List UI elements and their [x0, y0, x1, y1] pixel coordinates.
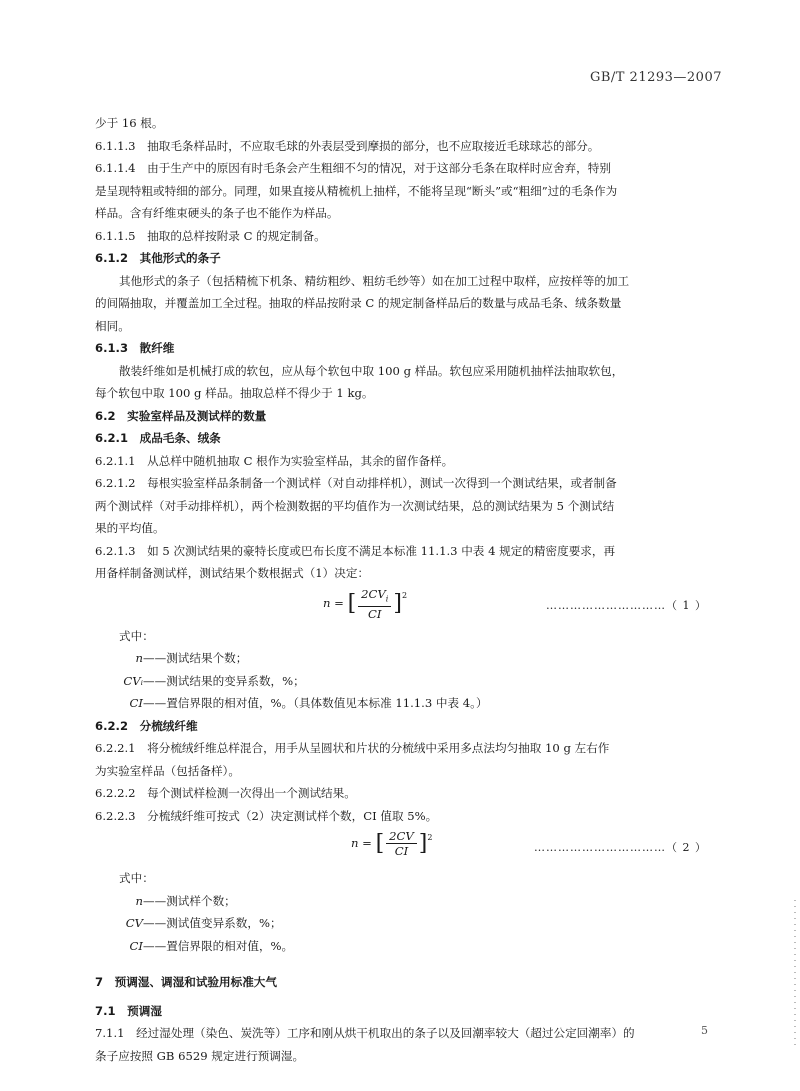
formula-1-exponent: 2 [401, 590, 408, 600]
formula-1-numerator: $2CV_i$ [358, 587, 391, 607]
formula-1-subscript: i [385, 593, 389, 603]
section-7-title: 7 预调湿、调湿和试验用标准大气 [95, 975, 277, 989]
text-line: 6.1.1.4 由于生产中的原因有时毛条会产生粗细不匀的情况，对于这部分毛条在取样时应舍弃，特别 [95, 161, 611, 175]
formula-1-open-bracket: [ [347, 590, 357, 616]
section-7-1-1-line-2: 条子应按照 GB 6529 规定进行预调湿。 [95, 1048, 305, 1063]
text-line: 6.2 实验室样品及测试样的数量 [95, 408, 267, 423]
standard-number: GB/T 21293—2007 [589, 70, 722, 85]
formula-1-close-bracket: ] [393, 590, 402, 616]
defs-2-list [95, 890, 717, 958]
definition-symbol: CV [125, 916, 143, 930]
text-line: 散装纤维如是机械打成的软包，应从每个软包中取 100 g 样品。软包应采用随机抽样法抽取软包， [119, 363, 624, 378]
text-line: 6.1.2 其他形式的条子 [95, 251, 221, 265]
text-line: 的间隔抽取，并覆盖加工全过程。抽取的样品按附录 C 的规定制备样品后的数量与成品毛条、绒条数量 [95, 296, 622, 310]
document-body [95, 112, 717, 1067]
definition-symbol: CVᵢ [123, 673, 143, 688]
text-line: 其他形式的条子（包括精梳下机条、精纺粗纱、粗纺毛纱等）如在加工过程中取样，应按样等的加工 [119, 273, 630, 288]
text-line: 6.1.1.5 抽取的总样按附录 C 的规定制备。 [95, 228, 326, 243]
formula-1-fraction [358, 587, 391, 621]
formula-1-lhs: n = [323, 596, 344, 611]
text-line: 少于 16 根。 [95, 116, 164, 130]
definition-row [95, 935, 717, 958]
scan-edge-dots [794, 900, 796, 1050]
text-line: 6.2.1.3 如 5 次测试结果的豪特长度或巴布长度不满足本标准 11.1.3 中表 4 规定的精密度要求，再 [95, 543, 616, 558]
formula-2-denominator: CI [394, 844, 409, 858]
formula-2-expression [351, 829, 432, 858]
section-7-1-title: 7.1 预调湿 [95, 1003, 162, 1018]
formula-1 [95, 585, 717, 625]
text-line: 每个软包中取 100 g 样品。抽取总样不得少于 1 kg。 [95, 386, 374, 400]
formula-2-fraction [386, 829, 417, 858]
formula-2-lhs: n = [351, 836, 372, 851]
definition-text: ——测试结果个数； [143, 651, 248, 665]
text-line: 6.1.3 散纤维 [95, 341, 175, 355]
text-line: 6.2.1 成品毛条、绒条 [95, 431, 221, 445]
definition-row [95, 890, 717, 913]
text-line: 6.2.2 分梳绒纤维 [95, 718, 198, 733]
formula-1-number: …………………………（ 1 ） [546, 598, 707, 612]
text-line: 两个测试样（对手动排样机），两个检测数据的平均值作为一次测试结果，总的测试结果为 5 个测试结 [95, 498, 615, 513]
formula-2-open-bracket: [ [375, 830, 385, 856]
definition-text: ——测试结果的变异系数，%； [143, 673, 305, 688]
definition-row [95, 647, 717, 670]
paragraph-block-2 [95, 715, 717, 828]
text-line: 是呈现特粗或特细的部分。同理，如果直接从精梳机上抽样，不能将呈现“断头”或“粗细”过的毛条作为 [95, 183, 618, 198]
text-line: 样品。含有纤维束硬头的条子也不能作为样品。 [95, 206, 339, 220]
definition-text: ——测试值变异系数，%； [143, 916, 282, 930]
text-line: 6.2.1.1 从总样中随机抽取 C 根作为实验室样品，其余的留作备样。 [95, 453, 454, 468]
formula-2-exponent: 2 [427, 833, 433, 842]
definition-symbol: n [135, 651, 143, 665]
formula-2-close-bracket: ] [418, 830, 428, 856]
definition-symbol: CI [129, 938, 143, 953]
text-line: 6.2.2.2 每个测试样检测一次得出一个测试结果。 [95, 786, 356, 800]
text-line: 果的平均值。 [95, 521, 165, 535]
text-line: 6.2.2.1 将分梳绒纤维总样混合，用手从呈圆状和片状的分梳绒中采用多点法均匀抽取 10 g 左右作 [95, 741, 610, 755]
definition-text: ——置信界限的相对值，%。 [143, 938, 294, 953]
formula-2-numerator: 2CV [386, 829, 417, 844]
text-line: 用备样制备测试样，测试结果个数根据式（1）决定： [95, 566, 370, 580]
defs-1-where: 式中： [119, 628, 154, 643]
paragraph-block-1 [95, 112, 717, 585]
definition-symbol: n [135, 893, 143, 908]
definition-row [95, 692, 717, 715]
formula-1-denominator: CI [368, 606, 382, 621]
defs-1-list [95, 647, 717, 715]
definition-text: ——测试样个数； [143, 893, 236, 908]
definition-row [95, 670, 717, 693]
formula-2-number: ……………………………（ 2 ） [534, 841, 707, 854]
section-7-1-1-line-1: 7.1.1 经过湿处理（染色、炭洗等）工序和刚从烘干机取出的条子以及回潮率较大（超过公定回潮率）的 [95, 1026, 635, 1040]
defs-2-where: 式中： [119, 871, 154, 885]
text-line: 6.2.1.2 每根实验室样品条制备一个测试样（对自动排样机），测试一次得到一个测试结果，或者制备 [95, 476, 617, 490]
text-line: 6.2.2.3 分梳绒纤维可按式（2）决定测试样个数，CI 值取 5%。 [95, 808, 438, 823]
definition-text: ——置信界限的相对值，%。（具体数值见本标准 11.1.3 中表 4。） [143, 696, 488, 710]
text-line: 相同。 [95, 318, 130, 333]
definition-row [95, 912, 717, 935]
text-line: 6.1.1.3 抽取毛条样品时，不应取毛球的外表层受到摩损的部分，也不应取接近毛球球芯的部分。 [95, 138, 600, 153]
formula-1-expression [323, 587, 407, 621]
formula-2 [95, 827, 717, 867]
text-line: 为实验室样品（包括备样）。 [95, 763, 240, 778]
page-number: 5 [701, 1024, 708, 1037]
definition-symbol: CI [129, 696, 143, 710]
